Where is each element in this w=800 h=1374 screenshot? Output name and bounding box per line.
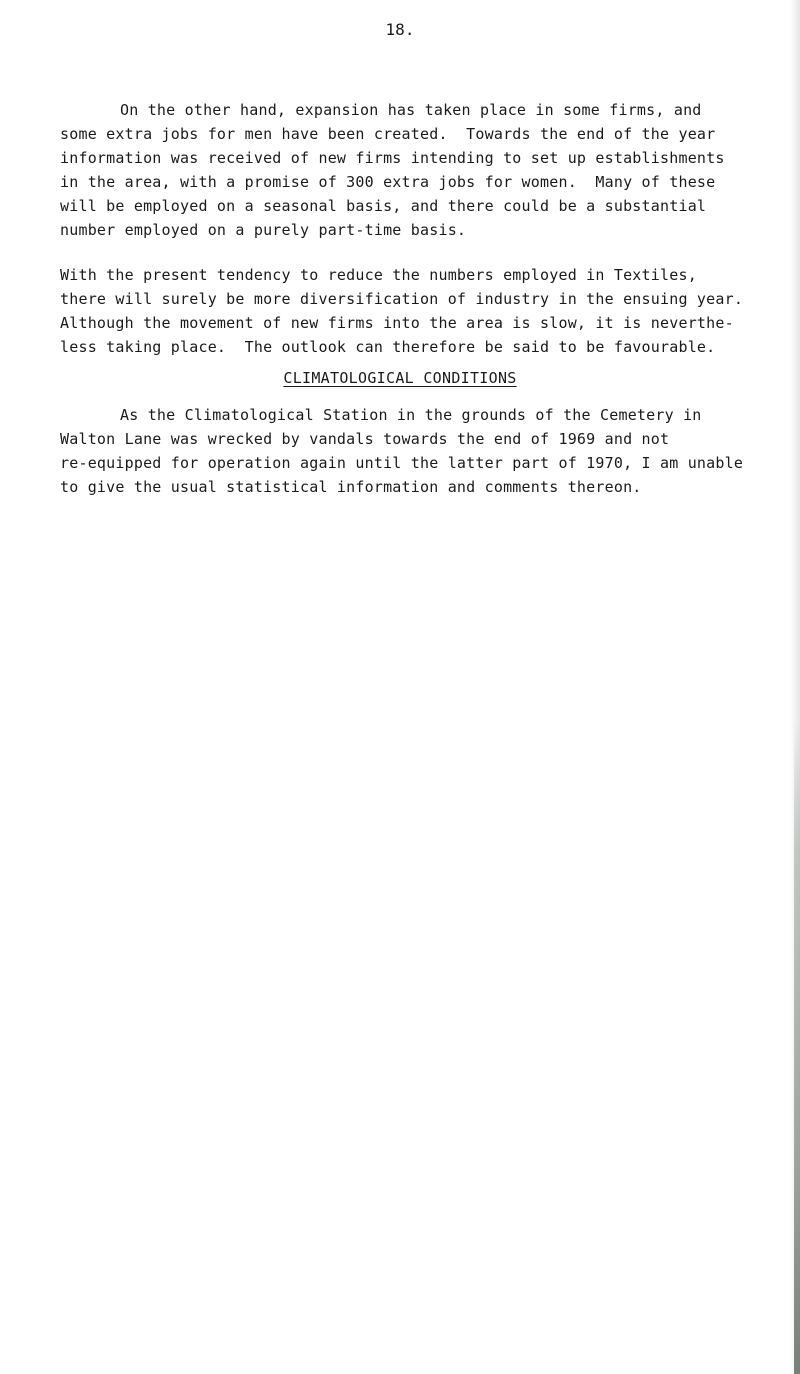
paragraph-line: there will surely be more diversification of industry in the ensuing year.: [60, 290, 744, 308]
paragraph-line: in the area, with a promise of 300 extra jobs for women. Many of these: [60, 173, 716, 191]
paragraph-line: less taking place. The outlook can therefore be said to be favourable.: [60, 338, 716, 356]
paragraph-line: With the present tendency to reduce the numbers employed in Textiles,: [60, 266, 697, 284]
paragraph-line: Although the movement of new firms into the area is slow, it is neverthe-: [60, 314, 734, 332]
paragraph-line: will be employed on a seasonal basis, and there could be a substantial: [60, 197, 707, 215]
scan-edge-strip: [794, 720, 800, 1374]
paragraph-line: some extra jobs for men have been created. Towards the end of the year: [60, 125, 716, 143]
section-heading: [0, 368, 800, 388]
paragraph-line: to give the usual statistical information and comments thereon.: [60, 478, 642, 496]
section-heading-text: CLIMATOLOGICAL CONDITIONS: [283, 369, 517, 387]
paragraph-line: number employed on a purely part-time basis.: [60, 221, 467, 239]
paragraph-line: On the other hand, expansion has taken place in some firms, and: [120, 101, 702, 119]
paragraph-line: information was received of new firms intending to set up establishments: [60, 149, 725, 167]
paragraph-line: re-equipped for operation again until the latter part of 1970, I am unable: [60, 454, 744, 472]
paragraph-line: As the Climatological Station in the grounds of the Cemetery in: [120, 406, 702, 424]
paragraph-line: Walton Lane was wrecked by vandals towards the end of 1969 and not: [60, 430, 670, 448]
page-number: 18.: [385, 20, 415, 39]
